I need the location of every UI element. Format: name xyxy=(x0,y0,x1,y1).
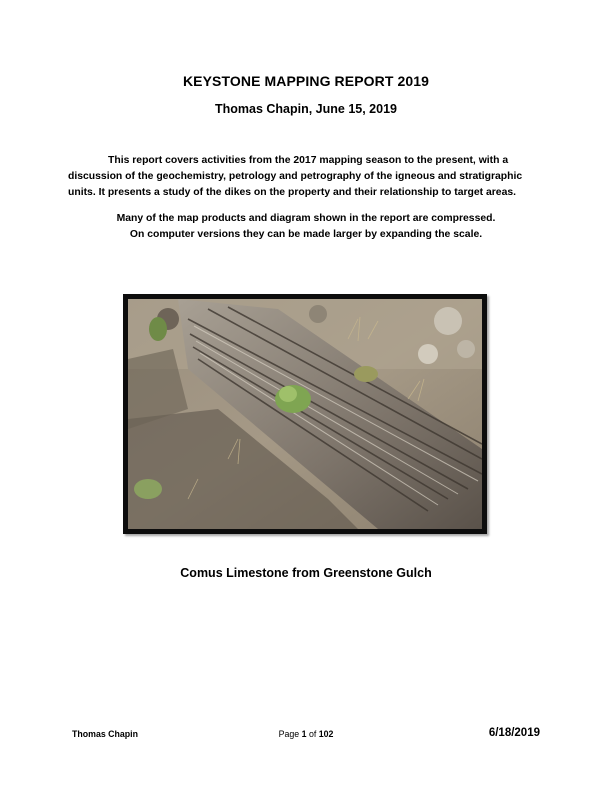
photo-caption: Comus Limestone from Greenstone Gulch xyxy=(180,566,432,580)
page-of: of xyxy=(308,729,317,739)
scale-note xyxy=(0,211,612,243)
report-subtitle: Thomas Chapin, June 15, 2019 xyxy=(214,102,397,116)
intro-line-3: units. It presents a study of the dikes on the property and their relationship to target areas. xyxy=(68,187,517,198)
page-current: 1 xyxy=(301,729,307,739)
outcrop-photo xyxy=(123,294,487,534)
page-prefix: Page xyxy=(278,729,300,739)
page-total: 102 xyxy=(318,729,334,739)
report-title: KEYSTONE MAPPING REPORT 2019 xyxy=(182,73,430,89)
intro-paragraph xyxy=(68,153,544,201)
footer-date: 6/18/2019 xyxy=(488,727,540,739)
note-line-2: On computer versions they can be made larger by expanding the scale. xyxy=(129,229,483,240)
intro-line-2: discussion of the geochemistry, petrology and petrography of the igneous and stratigraphic xyxy=(68,171,523,182)
limestone-outcrop-image xyxy=(128,299,482,529)
footer-author: Thomas Chapin xyxy=(72,729,138,739)
intro-line-1: This report covers activities from the 2017 mapping season to the present, with a xyxy=(108,155,509,166)
note-line-1: Many of the map products and diagram shown in the report are compressed. xyxy=(116,213,496,224)
